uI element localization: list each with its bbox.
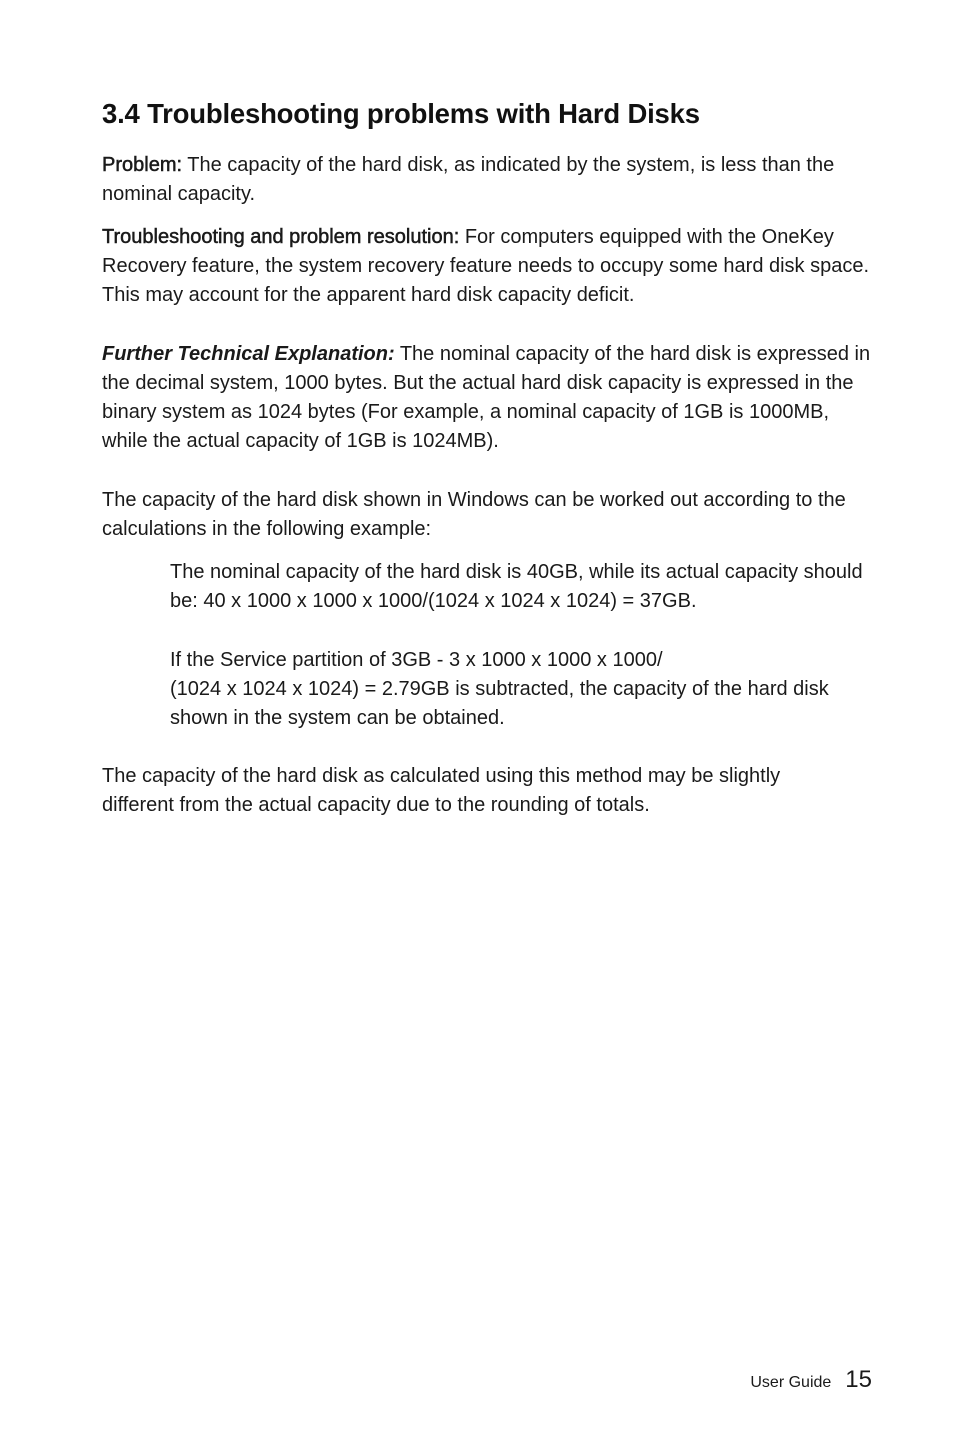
explanation-label: Further Technical Explanation: [102,343,395,365]
page-number: 15 [845,1366,872,1393]
closing-paragraph: The capacity of the hard disk as calculated using this method may be slightly different from the actual capacity due to the rounding of totals. [102,765,781,816]
example-2-rest: (1024 x 1024 x 1024) = 2.79GB is subtracted, the capacity of the hard disk shown in the system can be obtained. [170,678,829,729]
resolution-text: For computers equipped with the OneKey Recovery feature, the system recovery feature needs to occupy some hard disk space. This may account for the apparent hard disk capacity deficit. [102,226,870,306]
example-2-line-1: If the Service partition of 3GB - 3 x 1000 x 1000 x 1000/ [170,649,663,671]
document-page [102,0,882,1452]
calc-intro-paragraph: The capacity of the hard disk shown in Windows can be worked out according to the calculations in the following example: [102,489,846,540]
example-2-paragraph [170,646,882,733]
problem-text: The capacity of the hard disk, as indicated by the system, is less than the nominal capacity. [102,154,835,205]
example-1-paragraph: The nominal capacity of the hard disk is 40GB, while its actual capacity should be: 40 x 1000 x 1000 x 1000/(1024 x 1024 x 1024) = 37GB. [170,561,863,612]
footer-label: User Guide [750,1374,832,1391]
resolution-paragraph [102,223,877,310]
resolution-label: Troubleshooting and problem resolution: [102,226,460,248]
problem-paragraph [102,151,877,209]
explanation-text: The nominal capacity of the hard disk is expressed in the decimal system, 1000 bytes. But the actual hard disk capacity is expressed in the binary system as 1024 bytes (For example, a nominal capacity of 1GB is 1000MB, while the actual capacity of 1GB is 1024MB). [102,343,871,452]
problem-label: Problem: [102,154,183,176]
explanation-paragraph [102,340,877,456]
section-title: 3.4 Troubleshooting problems with Hard Disks [102,98,700,129]
page-footer [742,1366,872,1396]
